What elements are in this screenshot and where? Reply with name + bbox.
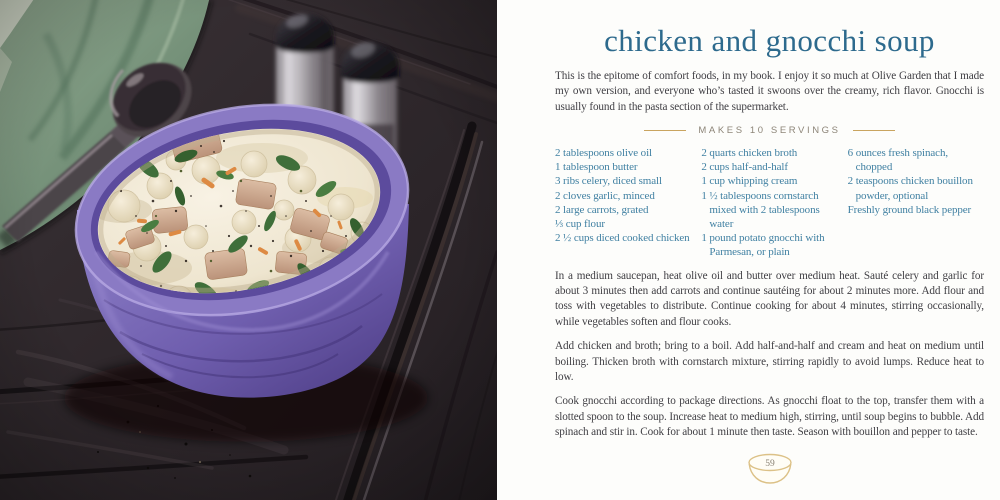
ingredient: Freshly ground black pepper (847, 203, 972, 216)
ingredient: 1 ½ tablespoons cornstarch mixed with 2 tablespoons water (701, 189, 820, 230)
bowl-page-icon (746, 452, 794, 488)
method-step: Add chicken and broth; bring to a boil. Add half-and-half and cream and heat on medium until boiling. Thicken broth with cornstarch mixture, stirring rapidly to avoid lumps. Reduce heat to low. (555, 340, 984, 384)
ingredient: 2 cloves garlic, minced (555, 189, 655, 202)
ingredient: ⅓ cup flour (555, 218, 605, 230)
servings-row (555, 125, 984, 136)
ingredients-columns (555, 146, 984, 260)
servings-rule-right (853, 130, 895, 131)
ingredient: 3 ribs celery, diced small (555, 175, 662, 188)
ingredient: 6 ounces fresh spinach, chopped (847, 146, 948, 174)
recipe-title: chicken and gnocchi soup (604, 23, 935, 58)
photo-vignette (0, 0, 497, 500)
ingredient: 2 quarts chicken broth (701, 146, 798, 159)
method-step: In a medium saucepan, heat olive oil and butter over medium heat. Sauté celery and garlic for about 3 minutes then add carrots and continue sautéing for about 2 minutes more. Add flour and toss with vegetables to distribute. Continue cooking for about 4 minutes, stirring occasionally, while vegetables soften and flour cooks. (555, 269, 984, 328)
ingredient: 2 cups half-and-half (701, 161, 788, 174)
ingredient: 1 cup whipping cream (701, 175, 798, 188)
recipe-intro: This is the epitome of comfort foods, in my book. I enjoy it so much at Olive Garden that I made my own version, and everyone who’s tasted it swoons over the creamy, rich flavor. Gnocchi is usually found in the pasta section of the supermarket. (555, 70, 984, 113)
servings-label: MAKES 10 SERVINGS (698, 124, 841, 136)
ingredient: 1 tablespoon butter (555, 161, 638, 174)
ingredient: 2 ½ cups diced cooked chicken (555, 232, 690, 245)
ingredients-col-2 (701, 146, 837, 260)
recipe-page (497, 0, 1000, 500)
ingredient: 2 teaspoons chicken bouillon powder, optional (847, 175, 973, 202)
page-number-container (555, 452, 984, 490)
ingredients-col-3 (848, 146, 984, 260)
page-number: 59 (764, 459, 775, 469)
ingredient: 1 pound potato gnocchi with Parmesan, or plain (701, 232, 825, 259)
method-step: Cook gnocchi according to package directions. As gnocchi float to the top, transfer them with a slotted spoon to the soup. Increase heat to medium high, stirring, until soup begins to bubble. Add spinach and stir in. Cook for about 1 minute then taste. Season with bouillon and pepper to taste. (555, 395, 984, 439)
ingredient: 2 tablespoons olive oil (555, 146, 652, 159)
servings-rule-left (644, 130, 686, 131)
ingredients-col-1 (555, 146, 691, 260)
photo-page (0, 0, 497, 500)
soup-photo (0, 0, 497, 500)
ingredient: 2 large carrots, grated (555, 203, 649, 216)
